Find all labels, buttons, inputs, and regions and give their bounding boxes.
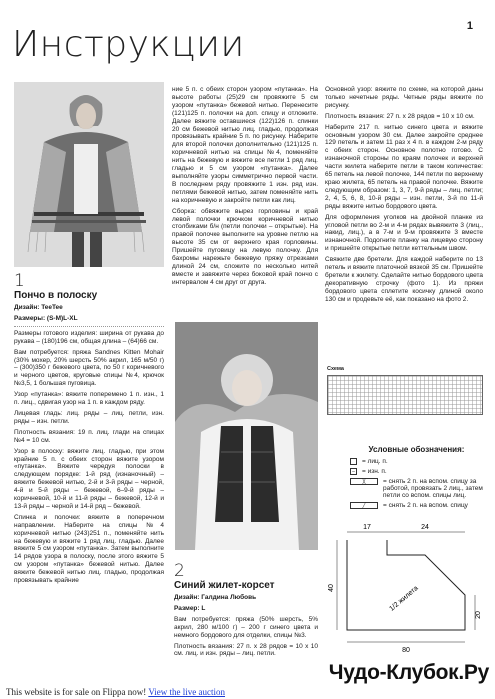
design-1: Дизайн: TeeTee <box>14 304 63 311</box>
legend-item: ╱ = снять 2 п. на вспом. спицу <box>350 502 468 509</box>
size-2: Размер: L <box>174 604 206 612</box>
legend-title: Условные обозначения: <box>368 445 465 454</box>
paragraph: Сборка: обвяжите вырез горловины и край левой полочки крючком коричневой нитью столбиками б/н (петли полочки – открытые). На правой полочке выполните на уровне петлю на высоте 35 см от верхнего края горловины. Пришейте пуговицу на левую полочку. Для бахромы нарежьте бежевую пряжу отрезками длиной 24 см, сложите по несколько нитей вместе и завяжите через боковой край пончо с интервалом 4 см друг от друга. <box>172 207 318 286</box>
paragraph: Узор «путанка»: вяжите поперемено 1 п. изн., 1 п. лиц., сдвигая узор на 1 п. в каждом ряду. <box>14 391 164 407</box>
legend-item: ╳ = снять 2 п. на вспом. спицу за работой, провязать 2 лиц., затем петли со вспом. спицы лиц. <box>350 478 483 499</box>
column-1 <box>14 270 164 678</box>
auction-link[interactable]: View the live auction <box>148 687 226 697</box>
item-title-2: Синий жилет-корсет <box>174 580 275 591</box>
sale-banner <box>0 685 495 699</box>
poncho-photo <box>14 82 164 267</box>
design-2: Дизайн: Галдина Любовь <box>174 594 257 601</box>
paragraph: Плотность вязания: 27 п. x 28 рядов = 10 x 10 см. <box>325 112 475 120</box>
sizes-1: Размеры: (S-M)L-XL <box>14 314 78 322</box>
dim-mid: 1/2 жилета <box>388 584 420 613</box>
item-number-2: 2 <box>174 561 185 581</box>
knit-stitch-icon <box>350 458 357 465</box>
column-3 <box>325 86 483 364</box>
paragraph: Размеры готового изделия: ширина от рукава до рукава – (180)196 см, общая длина – (64)66 см. <box>14 329 164 345</box>
paragraph: Вам потребуется: пряжа (50% шерсть, 5% акрил, 280 м/100 г) – 200 г синего цвета и немного бордового для отделки, спицы №3. <box>174 615 318 639</box>
dim-top-right: 24 <box>421 524 429 531</box>
paragraph: Узор в полоску: вяжите лиц. гладью, при этом крайние 5 п. с обеих сторон вяжите узором «путанка». Вяжите чередуя полоски в следующем порядке: 1-й ряд (изнаночный) – вяжите бежевой нитью, 2-й и 3-й ряды – черной, 4-й и 5-й ряды – бежевой, 6–9-й ряды – коричневой, 10-й и 11-й ряды – бежевой, 12-й и 13-й ряды – черной и 14-й ряд – бежевой. <box>14 447 164 510</box>
paragraph: Свяжите две бретели. Для каждой наберите по 13 петель и вяжите платочной вязкой 35 см. Пришейте бретели к жилету. Сделайте нитью бордового цвета декоративную строчку (фото 1). Из пряжи бордового цвета сплетите косичку длиной около 130 см и продевьте её, как показано на фото 2. <box>325 256 483 303</box>
paragraph: ние 5 п. с обеих сторон узором «путанка». На высоте работы (25)29 см провяжите 5 см узором «путанка» бежевой нитью. Перенесите (121)125 п. полочки на доп. спицу и отложите. Далее вяжите оставшиеся (122)126 п. спинки 20 см бежевой нитью лиц. гладью, продолжая провязывать крайние 5 п. по рисунку. Наберите для второй полочки дополнительно (121)125 п. коричневой нитью на спицы №4, поменяйте нить на бежевую и вяжите все петли 1 ряд лиц. гладью и 5 см узором «путанка». Далее выполняйте узоры симметрично первой части. В последнем ряду провяжите 1 изн. ряд изн. петлями бежевой нитью, затем поменяйте нить на коричневую и закройте петли как лиц. <box>172 86 318 204</box>
item-title-1: Пончо в полоску <box>14 290 98 301</box>
column-2b <box>174 560 318 678</box>
cable-stitch-icon: ╳ <box>350 478 378 485</box>
paragraph: Плотность вязания: 19 п. лиц. глади на спицах №4 = 10 см. <box>14 428 164 444</box>
legend-item: – = изн. п. <box>350 468 387 475</box>
cable-stitch-icon: ╱ <box>350 502 378 509</box>
column-2 <box>172 86 318 322</box>
paragraph: Вам потребуется: пряжа Sandnes Kitten Mohair (30% мохер, 20% шерсть 50% акрил, 165 м/50 г) – (300)350 г бежевого цвета, по 50 г коричневого и черного цветов, круговые спицы №4, крючок №3,5, 1 большая пуговица. <box>14 348 164 388</box>
knitting-chart <box>327 375 483 415</box>
legend-item: = лиц. п. <box>350 458 388 465</box>
site-brand: Чудо-Клубок.Ру <box>328 661 489 684</box>
paragraph: Лицевая гладь: лиц. ряды – лиц. петли, изн. ряды – изн. петли. <box>14 409 164 425</box>
page-title: Инструкции <box>12 24 245 65</box>
paragraph: Для оформления уголков на двойной планке из угловой петли во 2-м и 4-м рядах вывяжите 3 (лиц., накид, лиц.), а в 7-м и 9-м провяжите 3 вместе изнаночной. Подогните планку на лицевую сторону и пришейте открытые петли кеттельным швом. <box>325 213 483 253</box>
dim-bottom: 80 <box>402 647 410 654</box>
purl-stitch-icon: – <box>350 468 357 475</box>
paragraph: Основной узор: вяжите по схеме, на которой даны только нечетные ряды. Четные ряды вяжите по рисунку. <box>325 86 483 109</box>
vest-pattern-diagram <box>325 520 485 660</box>
page-number: 1 <box>466 20 473 32</box>
sale-text: This website is for sale on Flippa now! <box>6 687 147 697</box>
dim-right: 20 <box>475 611 482 619</box>
dim-top-left: 17 <box>363 524 371 531</box>
item-number-1: 1 <box>14 271 25 291</box>
paragraph: Спинка и полочки: вяжите в поперечном направлении. Наберите на спицы №4 коричневой нитью (243)251 п., поменяйте нить на бежевую и вяжите 1 ряд лиц. гладью. Далее вяжите 5 см узором «путанка». Затем выполните 14 рядов узора в полоску, после этого вяжите 5 см узором «путанка» бежевой нитью. Далее вяжите бежевой нитью лиц. гладью, продолжая провязывать крайние <box>14 513 164 585</box>
vest-photo <box>175 322 318 550</box>
paragraph: Плотность вязания: 27 п. x 28 рядов = 10 x 10 см. лиц. и изн. ряды – лиц. петли. <box>174 642 318 658</box>
paragraph: Наберите 217 п. нитью синего цвета и вяжите основным узором 30 см. Далее закройте среднее 129 петель и затем 11 раз x 4 п. в каждом 2-м ряду с обеих сторон. Основное полотно готово. С изнаночной стороны по краям полочек и верхней части жилета наберите петли в таком количестве: 65 петель на левой полочке, 144 петли по верхнему краю жилета, 65 петель на правой полочке. Вяжите следующим образом: 1, 3, 7, 9-й ряды – лиц. петли; 2, 4, 5, 6, 8, 10-й ряды – изн. петли, 3-й по 11-й ряды вяжите нитью бордового цвета. <box>325 123 483 210</box>
schema-label: Схема <box>327 366 344 372</box>
divider <box>14 326 164 327</box>
dim-left: 40 <box>328 584 335 592</box>
